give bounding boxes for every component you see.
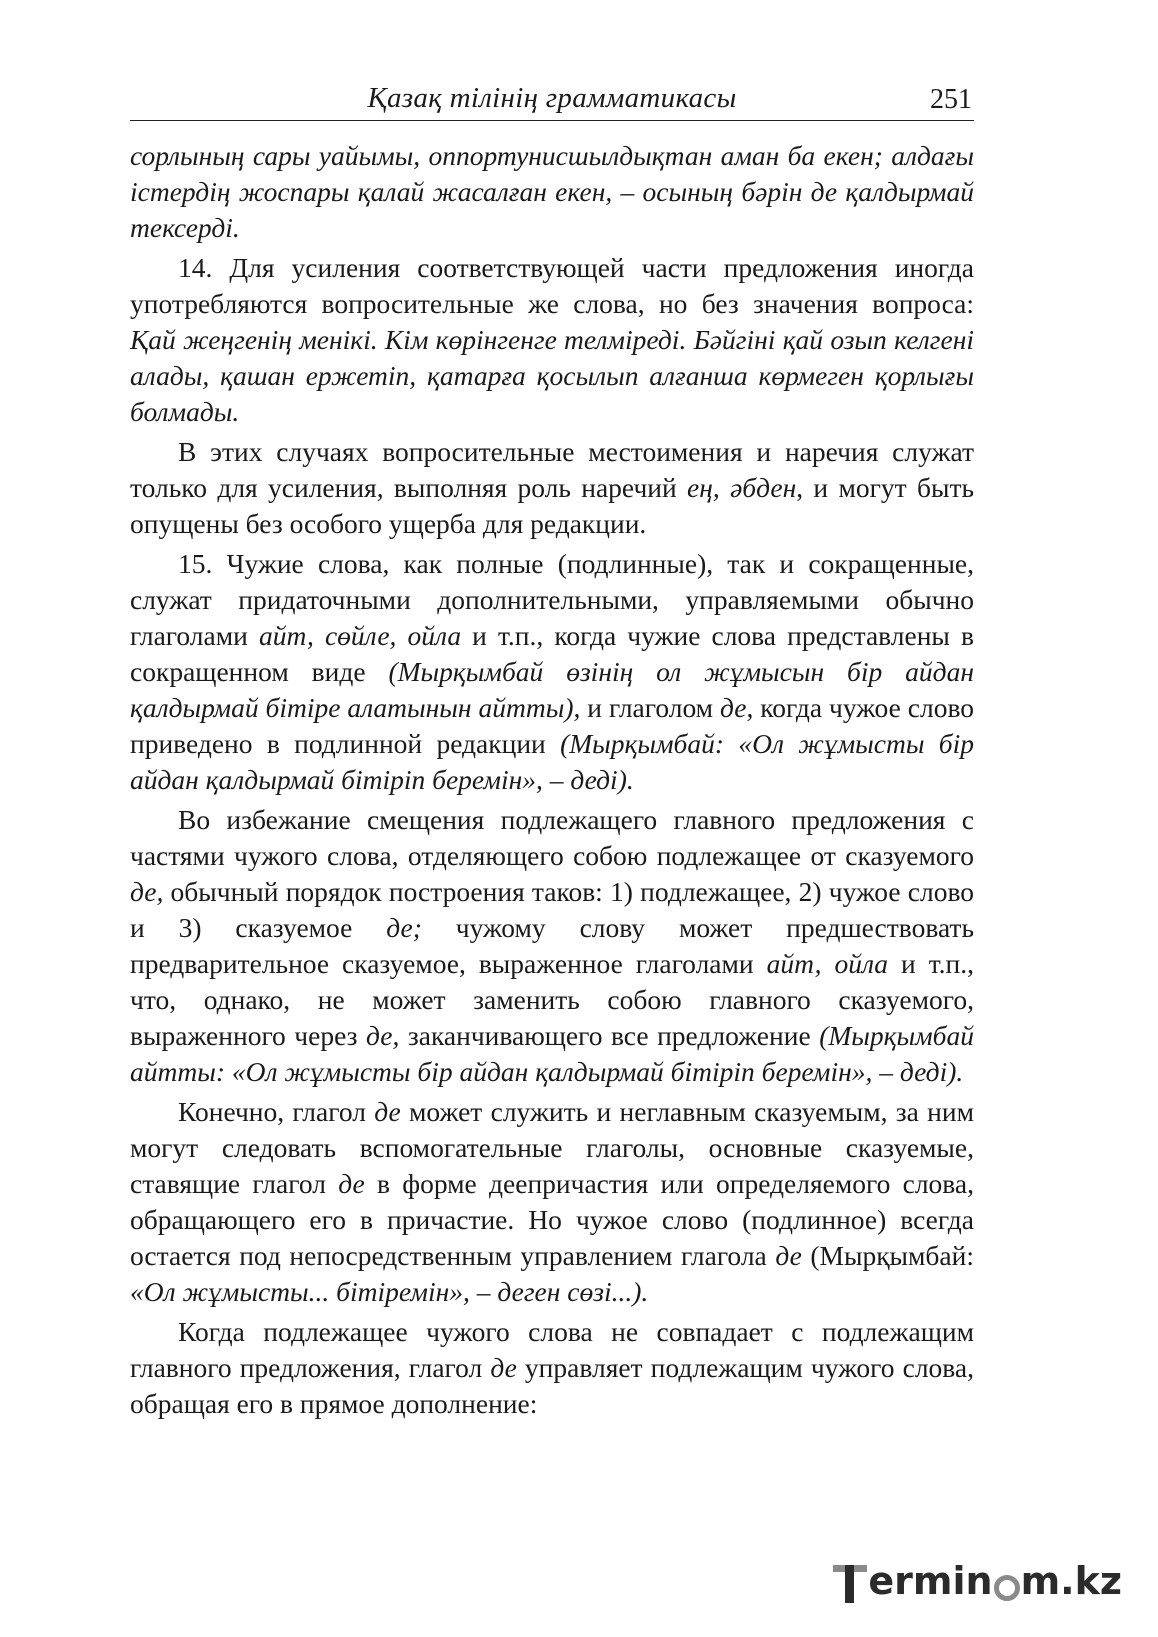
text-span: Конечно, глагол [178,1096,375,1127]
text-span: 14. Для усиления соответствующей части предложения иногда употребляются вопросительные же слова, но без значения вопроса: [130,252,974,319]
italic-span: айт, ойла [766,948,889,979]
text-span: в форме деепричастия или определяемого слова, обращающего его в причастие. Но чужое слово (подлинное) всегда остается под непосредственным управлением глагола [130,1168,974,1271]
text-span: и глаголом [580,692,721,723]
italic-span: Қай жеңгенің менікі. Кім көрінгенге телміреді. Бәйгіні қай озып келгені алады, қашан ержетіп, қатарға қосылып алғанша көрмеген қорлығы болмады. [130,324,974,427]
running-header [130,80,974,121]
text-span: заканчивающего все предложение [399,1020,820,1051]
paragraph [130,546,974,798]
italic-span: де [338,1168,365,1199]
logo-text-suffix: m.kz [1020,1559,1122,1603]
italic-span: «Ол жұмысты... бітіремін», – деген сөзі...). [130,1276,649,1307]
termincom-logo [833,1559,1122,1603]
paragraph [130,802,974,1090]
paragraph [130,1094,974,1310]
italic-span: де [374,1096,401,1127]
text-span: и т.п., когда чужие слова представлены в сокращенном виде [130,620,974,687]
text-span: Когда подлежащее чужого слова не совпадает с подлежащим главного предложения, глагол [130,1316,974,1383]
italic-span: ең, әбден [687,472,797,503]
text-span: , и могут быть опущены без особого ущерба для редакции. [130,472,974,539]
page-number: 251 [930,84,972,115]
text-span: управляет подлежащим чужого слова, обращая его в прямое дополнение: [130,1352,975,1419]
paragraph [130,138,974,246]
text-span: обычный порядок построения таков: 1) подлежащее, 2) чужое слово и 3) сказуемое [130,876,974,943]
logo-t-mark [833,1563,867,1603]
text-span: чужому слову может предшествовать предварительное сказуемое, выраженное глаголами [130,912,974,979]
paragraph [130,1314,974,1422]
logo-text-prefix: ermin [868,1559,993,1603]
running-title: Қазақ тілінің грамматикасы [367,82,737,114]
paragraph [130,434,974,542]
body-text [130,138,974,1426]
italic-span: де [775,1240,802,1271]
logo-o-mark [994,1575,1020,1601]
italic-span: де; [386,912,422,943]
text-span: и т.п., что, однако, не может заменить собою главного сказуемого, выраженного через [130,948,974,1051]
paragraph [130,250,974,430]
italic-span: де, [130,876,164,907]
italic-span: де [490,1352,517,1383]
text-span: , когда чужое слово приведено в подлинной редакции [130,692,974,759]
italic-span: (Мырқымбай: «Ол жұмысты бір айдан қалдырмай бітіріп беремін», – деді). [130,728,975,795]
text-span: В этих случаях вопросительные местоимения и наречия служат только для усиления, выполняя роль наречий [130,436,974,503]
italic-span: де, [366,1020,400,1051]
text-span: может служить и неглавным сказуемым, за ним могут следовать вспомогательные глаголы, основные сказуемые, ставящие глагол [130,1096,975,1199]
italic-span: (Мырқымбай айтты: «Ол жұмысты бір айдан қалдырмай бітіріп беремін», – деді). [130,1020,974,1087]
text-span: (Мырқымбай: [801,1240,974,1271]
italic-span: (Мырқымбай өзінің ол жұмысын бір айдан қалдырмай бітіре алатынын айтты), [130,656,974,723]
italic-span: сорлының сары уайымы, оппортунисшылдықтан аман ба екен; алдағы істердің жоспары қалай жасалған екен, – осының бәрін де қалдырмай тексерді. [130,140,974,243]
text-span: Во избежание смещения подлежащего главного предложения с частями чужого слова, отделяющего собою подлежащее от сказуемого [130,804,974,871]
italic-span: де [720,692,747,723]
text-span: 15. Чужие слова, как полные (подлинные), так и сокращенные, служат придаточными дополнительными, управляемыми обычно глаголами [130,548,974,651]
italic-span: айт, сөйле, ойла [258,620,462,651]
